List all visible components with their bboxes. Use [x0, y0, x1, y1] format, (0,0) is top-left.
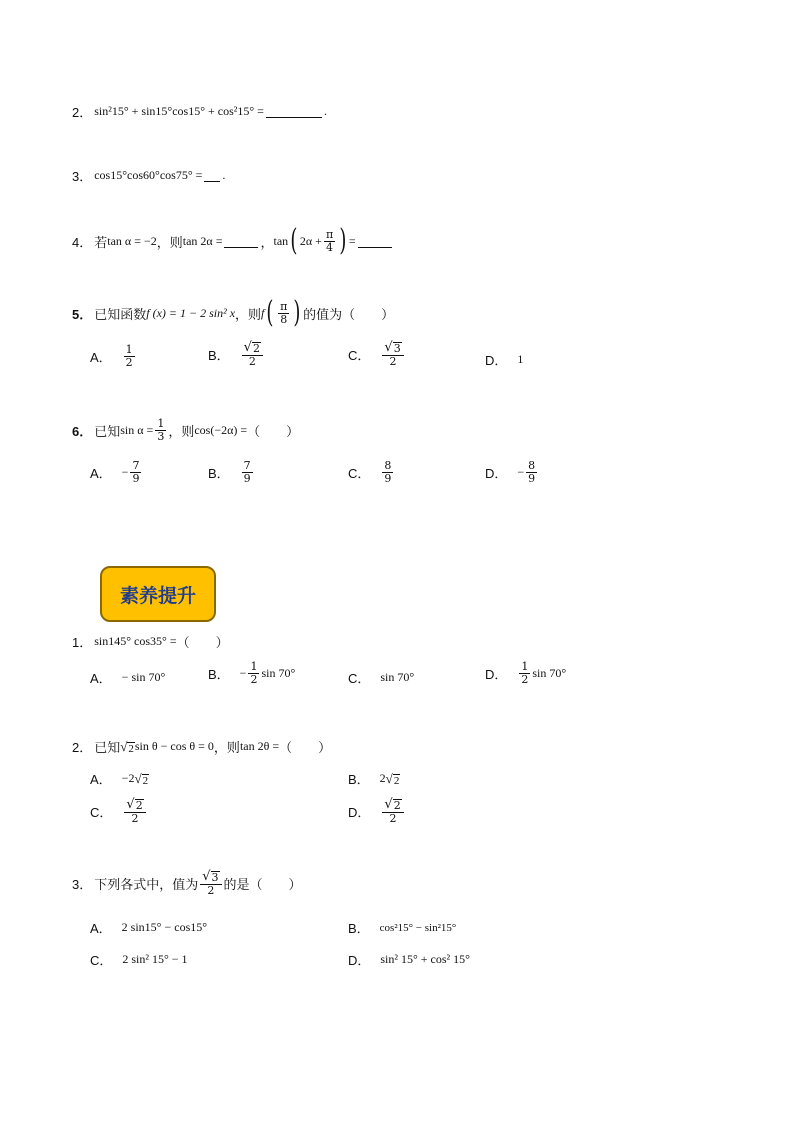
question-expr: cos15°cos60°cos75° = — [94, 168, 203, 182]
option-d[interactable] — [485, 460, 539, 484]
option-text: cos²15° − sin²15° — [379, 921, 457, 934]
option-label: D． — [348, 804, 371, 820]
option-label: B． — [348, 921, 370, 936]
denominator: 9 — [528, 471, 536, 485]
question-suffix: （ ） — [279, 741, 332, 756]
denominator: 2 — [131, 811, 139, 825]
option-label: B． — [208, 347, 230, 363]
option-a[interactable] — [90, 769, 149, 788]
option-text: 2 sin² 15° − 1 — [122, 952, 188, 966]
question-number: 4． — [72, 234, 93, 250]
option-label: A． — [90, 671, 112, 686]
denominator: 2 — [250, 672, 258, 686]
question-number: 3． — [72, 876, 93, 892]
numerator: 8 — [528, 459, 536, 472]
question-mid: ，则 — [168, 424, 195, 440]
option-a[interactable] — [90, 918, 207, 937]
option-label: B． — [348, 772, 370, 787]
option-fraction — [130, 460, 141, 484]
separator: ， — [260, 235, 274, 251]
denominator: 2 — [207, 883, 215, 897]
option-b[interactable] — [208, 460, 255, 484]
tan-label: tan — [273, 233, 289, 248]
denominator: 9 — [132, 471, 140, 485]
option-c[interactable] — [348, 460, 395, 484]
question-number: 3． — [72, 169, 93, 184]
question-prefix: 已知 — [94, 741, 121, 756]
question-suffix: （ ） — [176, 636, 229, 651]
question-b6 — [72, 418, 299, 442]
option-fraction — [242, 341, 263, 367]
option-text: 2 sin15° − cos15° — [121, 920, 208, 934]
question-a2 — [72, 737, 331, 756]
answer-blank-1[interactable] — [224, 235, 258, 248]
question-number: 2． — [72, 105, 93, 120]
sqrt: √ 2 — [134, 770, 149, 787]
radicand: 2 — [393, 799, 401, 813]
option-after: sin 70° — [261, 665, 296, 680]
option-label: C． — [348, 465, 371, 481]
question-prefix: 下列各式中，值为 — [94, 877, 199, 893]
option-label: A． — [90, 465, 112, 481]
denominator: 8 — [280, 312, 288, 326]
option-after: sin 70° — [532, 665, 567, 680]
option-c[interactable] — [90, 798, 148, 824]
numerator: 1 — [125, 343, 133, 356]
question-tail: . — [222, 168, 226, 182]
option-c[interactable] — [348, 341, 406, 367]
option-c[interactable] — [90, 950, 188, 969]
sqrt: √ 2 — [120, 738, 134, 755]
option-a[interactable] — [90, 344, 137, 368]
question-prefix: 若 — [94, 235, 108, 251]
denominator: 4 — [326, 240, 334, 254]
question-expr: sin²15° + sin15°cos15° + cos²15° = — [94, 104, 264, 118]
left-paren: ( — [290, 223, 298, 258]
option-a[interactable] — [90, 460, 143, 484]
answer-blank[interactable] — [266, 105, 322, 118]
question-number: 1． — [72, 635, 93, 650]
right-paren: ) — [293, 295, 301, 330]
numerator: √ 2 — [382, 798, 403, 813]
f-label: f — [261, 305, 265, 320]
option-text: −2 — [121, 771, 135, 785]
question-expr2: tan 2θ = — [239, 739, 280, 753]
option-label: D． — [485, 465, 508, 481]
numerator: √ 2 — [124, 798, 145, 813]
numerator: 1 — [521, 660, 529, 673]
question-tail: . — [323, 104, 327, 118]
option-label: D． — [485, 666, 508, 682]
numerator: π — [280, 299, 288, 313]
option-label: B． — [208, 666, 230, 682]
radicand: 2 — [128, 742, 134, 755]
left-paren: ( — [266, 295, 274, 330]
question-expr: sin α = — [120, 422, 154, 437]
option-label: C． — [348, 347, 371, 363]
numerator: 8 — [384, 459, 392, 472]
question-mid: ，则 — [213, 741, 240, 756]
numerator: √ 3 — [382, 341, 403, 356]
question-suffix: （ ） — [247, 424, 300, 440]
radicand: 2 — [393, 774, 400, 787]
radicand: 2 — [142, 774, 149, 787]
option-label: A． — [90, 921, 112, 936]
question-b4 — [72, 223, 394, 258]
option-fraction — [526, 460, 537, 484]
option-d[interactable] — [348, 950, 470, 969]
question-suffix: 的是（ ） — [223, 877, 302, 893]
numerator: 7 — [132, 459, 140, 472]
right-paren: ) — [339, 223, 347, 258]
option-c[interactable] — [348, 668, 414, 687]
sqrt: √ 2 — [385, 770, 400, 787]
question-expr2: cos(−2α) = — [194, 422, 248, 437]
option-sign: − — [517, 464, 525, 479]
fraction-pi-4 — [324, 229, 335, 253]
option-label: A． — [90, 349, 112, 365]
question-expr: sin145° cos35° = — [94, 634, 177, 648]
question-expr: tan α = −2 — [107, 233, 157, 248]
option-fraction — [248, 661, 259, 685]
equals: = — [348, 233, 356, 248]
question-expr: f (x) = 1 − 2 sin² x — [146, 305, 236, 320]
numerator: √ 3 — [200, 870, 221, 885]
radicand: 3 — [211, 871, 219, 885]
numerator: √ 2 — [242, 341, 263, 356]
option-text: sin² 15° + cos² 15° — [380, 952, 470, 966]
denominator: 2 — [389, 354, 397, 368]
question-number: 6． — [72, 423, 93, 439]
denominator: 2 — [521, 672, 529, 686]
fraction-1-3 — [155, 418, 166, 442]
option-text: 1 — [517, 352, 524, 366]
question-expr2: tan 2α = — [182, 233, 223, 248]
radicand: 2 — [252, 342, 260, 356]
option-label: D． — [348, 953, 371, 968]
question-number: 5． — [72, 306, 93, 322]
question-number: 2． — [72, 740, 93, 755]
radicand: 3 — [393, 342, 401, 356]
option-d[interactable] — [485, 661, 566, 685]
option-fraction — [382, 460, 393, 484]
option-label: A． — [90, 772, 112, 787]
option-label: C． — [348, 671, 371, 686]
numerator: 1 — [250, 660, 258, 673]
option-sign: − — [121, 464, 129, 479]
denominator: 2 — [389, 811, 397, 825]
question-b3 — [72, 166, 225, 185]
denominator: 3 — [157, 429, 165, 443]
option-sign: − — [239, 665, 247, 680]
numerator: 1 — [157, 417, 165, 430]
inner-expr: 2α + — [299, 233, 322, 248]
option-b[interactable] — [348, 918, 456, 937]
option-text: sin 70° — [380, 670, 415, 684]
section-badge: 素养提升 — [100, 566, 216, 622]
question-b5 — [72, 295, 395, 330]
question-mid: ，则 — [235, 307, 262, 323]
question-prefix: 已知函数 — [94, 307, 147, 323]
denominator: 2 — [125, 355, 133, 369]
option-b[interactable] — [208, 661, 295, 685]
option-fraction — [382, 798, 403, 824]
fraction-sqrt3-2 — [200, 870, 221, 896]
question-suffix: 的值为（ ） — [303, 307, 395, 323]
question-mid: ，则 — [156, 235, 183, 251]
question-prefix: 已知 — [94, 424, 121, 440]
option-label: B． — [208, 465, 230, 481]
radicand: 2 — [135, 799, 143, 813]
option-b[interactable] — [348, 769, 400, 788]
option-d[interactable] — [348, 798, 406, 824]
option-fraction — [124, 798, 145, 824]
option-fraction — [242, 460, 253, 484]
option-label: D． — [485, 353, 508, 368]
option-text: − sin 70° — [121, 670, 166, 684]
option-label: C． — [90, 953, 113, 968]
fraction-pi-8 — [278, 301, 289, 325]
question-b2 — [72, 102, 327, 121]
answer-blank[interactable] — [204, 169, 220, 182]
option-a[interactable] — [90, 668, 165, 687]
option-fraction — [124, 344, 135, 368]
option-label: C． — [90, 804, 113, 820]
option-d[interactable] — [485, 350, 523, 369]
option-b[interactable] — [208, 341, 265, 367]
answer-blank-2[interactable] — [358, 235, 392, 248]
option-fraction — [519, 661, 530, 685]
numerator: π — [325, 227, 334, 241]
denominator: 2 — [248, 354, 256, 368]
option-fraction — [382, 341, 403, 367]
question-expr: sin θ − cos θ = 0 — [134, 739, 214, 753]
numerator: 7 — [243, 459, 251, 472]
option-text: 2 — [379, 771, 386, 785]
denominator: 9 — [243, 471, 251, 485]
question-a3 — [72, 870, 302, 896]
denominator: 9 — [384, 471, 392, 485]
question-a1 — [72, 632, 229, 651]
